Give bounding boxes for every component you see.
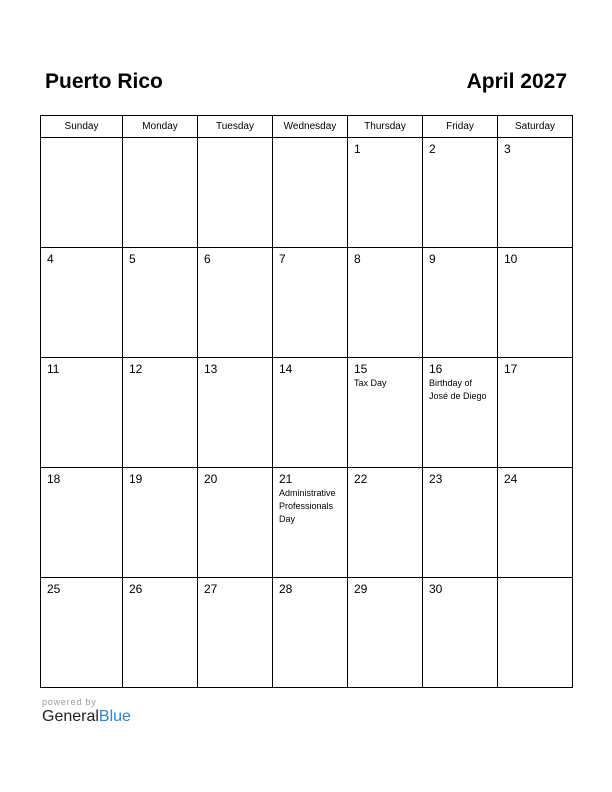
day-cell xyxy=(423,358,498,468)
day-cell-content xyxy=(498,138,572,156)
day-cell-content xyxy=(198,248,272,266)
day-number: 16 xyxy=(429,362,443,376)
day-number: 26 xyxy=(129,582,143,596)
holiday-event: Birthday of José de Diego xyxy=(429,378,487,401)
day-cell xyxy=(423,248,498,358)
day-cell-content xyxy=(498,358,572,376)
weekday-sunday: Sunday xyxy=(41,116,123,138)
day-cell-content xyxy=(198,468,272,486)
day-number: 21 xyxy=(279,472,293,486)
day-cell-content xyxy=(498,248,572,266)
day-number: 5 xyxy=(129,252,136,266)
day-number: 24 xyxy=(504,472,518,486)
day-number: 20 xyxy=(204,472,218,486)
holiday-event: Administrative Professionals Day xyxy=(279,488,336,524)
day-cell-content xyxy=(198,138,272,142)
weekday-tuesday: Tuesday xyxy=(198,116,273,138)
day-number: 23 xyxy=(429,472,443,486)
day-number: 14 xyxy=(279,362,293,376)
day-cell-content xyxy=(423,468,497,486)
day-cell xyxy=(123,578,198,688)
weekday-thursday: Thursday xyxy=(348,116,423,138)
day-number: 1 xyxy=(354,142,361,156)
day-cell-content xyxy=(348,468,422,486)
day-cell-content xyxy=(198,578,272,596)
empty-day-cell xyxy=(123,138,198,248)
empty-day-cell xyxy=(198,138,273,248)
day-cell-content xyxy=(123,578,197,596)
day-number: 6 xyxy=(204,252,211,266)
day-cell-content xyxy=(273,248,347,266)
day-number: 18 xyxy=(47,472,61,486)
day-cell xyxy=(198,468,273,578)
day-cell xyxy=(348,578,423,688)
day-cell-content xyxy=(198,358,272,376)
day-cell xyxy=(498,468,573,578)
month-year-title: April 2027 xyxy=(466,70,567,93)
day-cell-content xyxy=(498,578,572,582)
day-cell xyxy=(123,468,198,578)
day-number: 2 xyxy=(429,142,436,156)
day-cell-content xyxy=(41,468,122,486)
weekday-header-row xyxy=(41,116,573,138)
day-cell xyxy=(123,358,198,468)
day-cell-content xyxy=(123,468,197,486)
day-cell xyxy=(348,248,423,358)
day-cell xyxy=(498,248,573,358)
day-cell xyxy=(123,248,198,358)
day-cell xyxy=(273,248,348,358)
day-cell-content xyxy=(273,468,347,526)
day-cell xyxy=(198,578,273,688)
week-row xyxy=(41,358,573,468)
day-cell-content xyxy=(348,358,422,390)
day-cell xyxy=(348,468,423,578)
day-number: 15 xyxy=(354,362,368,376)
day-cell xyxy=(273,358,348,468)
day-cell-content xyxy=(423,358,497,403)
empty-day-cell xyxy=(498,578,573,688)
day-cell-content xyxy=(348,578,422,596)
calendar-body xyxy=(41,138,573,688)
day-cell-content xyxy=(123,248,197,266)
day-cell xyxy=(273,468,348,578)
weekday-monday: Monday xyxy=(123,116,198,138)
day-cell xyxy=(198,248,273,358)
day-cell-content xyxy=(41,248,122,266)
day-cell-content xyxy=(123,358,197,376)
weekday-saturday: Saturday xyxy=(498,116,573,138)
region-title: Puerto Rico xyxy=(45,70,163,93)
day-cell xyxy=(423,578,498,688)
footer xyxy=(42,697,131,726)
day-number: 11 xyxy=(47,362,60,376)
day-number: 29 xyxy=(354,582,368,596)
day-cell xyxy=(41,578,123,688)
day-cell xyxy=(198,358,273,468)
day-cell-content xyxy=(423,138,497,156)
day-number: 10 xyxy=(504,252,518,266)
day-cell xyxy=(348,138,423,248)
day-number: 3 xyxy=(504,142,511,156)
day-cell xyxy=(41,358,123,468)
week-row xyxy=(41,468,573,578)
day-cell-content xyxy=(273,578,347,596)
powered-by-label: powered by xyxy=(42,697,97,707)
empty-day-cell xyxy=(273,138,348,248)
day-cell-content xyxy=(273,358,347,376)
day-number: 25 xyxy=(47,582,61,596)
calendar-header xyxy=(45,70,567,100)
day-cell-content xyxy=(423,578,497,596)
day-number: 30 xyxy=(429,582,443,596)
day-number: 27 xyxy=(204,582,218,596)
day-number: 13 xyxy=(204,362,218,376)
weekday-wednesday: Wednesday xyxy=(273,116,348,138)
day-cell-content xyxy=(348,138,422,156)
day-cell-content xyxy=(41,358,122,376)
calendar-grid xyxy=(40,115,573,688)
day-number: 12 xyxy=(129,362,143,376)
day-number: 17 xyxy=(504,362,518,376)
day-cell-content xyxy=(41,138,122,142)
week-row xyxy=(41,138,573,248)
day-number: 22 xyxy=(354,472,368,486)
brand-blue: Blue xyxy=(98,708,131,725)
weekday-friday: Friday xyxy=(423,116,498,138)
day-cell xyxy=(41,248,123,358)
day-number: 8 xyxy=(354,252,361,266)
brand-logo xyxy=(42,708,131,726)
day-cell-content xyxy=(123,138,197,142)
day-number: 19 xyxy=(129,472,143,486)
day-cell xyxy=(348,358,423,468)
empty-day-cell xyxy=(41,138,123,248)
day-number: 4 xyxy=(47,252,54,266)
day-cell xyxy=(423,468,498,578)
day-cell xyxy=(498,138,573,248)
day-cell-content xyxy=(348,248,422,266)
holiday-event: Tax Day xyxy=(354,378,387,388)
day-cell xyxy=(498,358,573,468)
day-cell-content xyxy=(423,248,497,266)
day-cell-content xyxy=(273,138,347,142)
day-number: 28 xyxy=(279,582,293,596)
day-cell xyxy=(423,138,498,248)
day-cell-content xyxy=(498,468,572,486)
brand-general: General xyxy=(42,708,99,725)
week-row xyxy=(41,578,573,688)
day-number: 7 xyxy=(279,252,286,266)
day-cell xyxy=(273,578,348,688)
day-number: 9 xyxy=(429,252,436,266)
day-cell xyxy=(41,468,123,578)
day-cell-content xyxy=(41,578,122,596)
week-row xyxy=(41,248,573,358)
